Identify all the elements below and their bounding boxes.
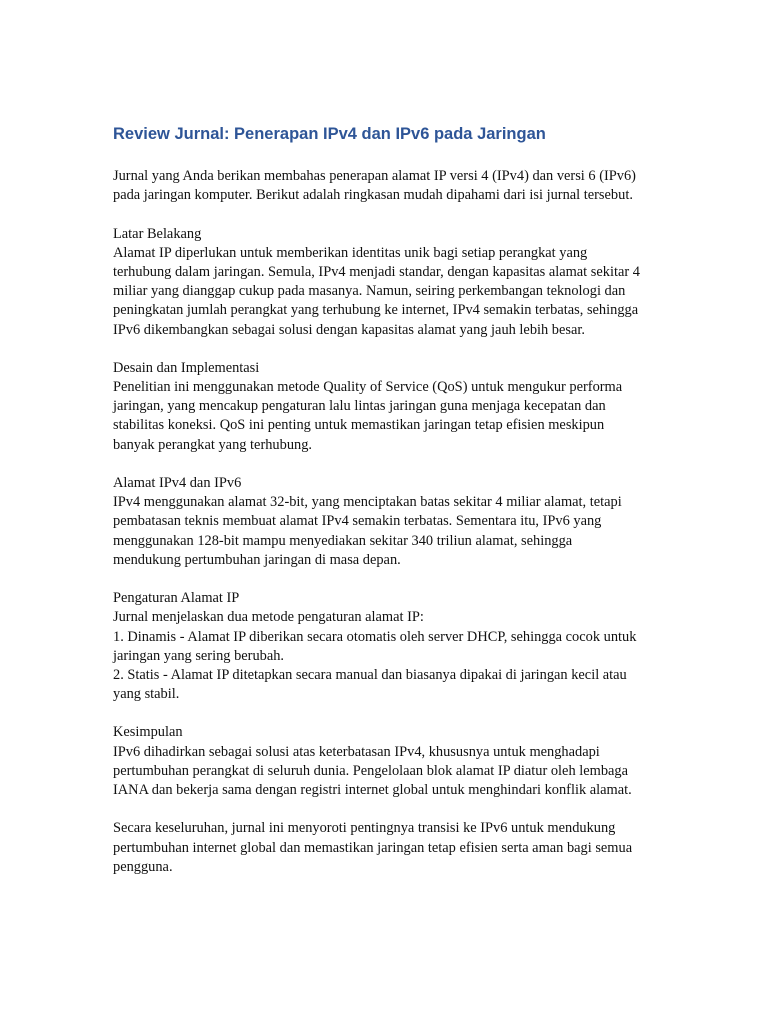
- section-line: Penelitian ini menggunakan metode Quality of Service (QoS) untuk mengukur performa: [113, 379, 623, 396]
- section-line: peningkatan jumlah perangkat yang terhubung ke internet, IPv4 semakin terbatas, sehingga: [113, 302, 639, 319]
- closing-paragraph: [113, 819, 673, 877]
- section-line: jaringan yang sering berubah.: [113, 647, 285, 664]
- closing-line: Secara keseluruhan, jurnal ini menyoroti pentingnya transisi ke IPv6 untuk mendukung: [113, 820, 616, 837]
- section-line: Jurnal menjelaskan dua metode pengaturan alamat IP:: [113, 609, 424, 626]
- section-heading: Alamat IPv4 dan IPv6: [113, 475, 242, 491]
- section-heading: Kesimpulan: [113, 724, 183, 741]
- section-latar-belakang: [113, 225, 673, 340]
- section-heading: Pengaturan Alamat IP: [113, 590, 240, 607]
- section-line: mendukung pertumbuhan jaringan di masa depan.: [113, 551, 401, 568]
- section-line: IPv4 menggunakan alamat 32-bit, yang menciptakan batas sekitar 4 miliar alamat, tetapi: [113, 494, 622, 511]
- section-heading: Latar Belakang: [113, 225, 202, 242]
- document-title: Review Jurnal: Penerapan IPv4 dan IPv6 pada Jaringan: [113, 125, 546, 143]
- section-desain-implementasi: [113, 359, 673, 455]
- section-line: IPv6 dikembangkan sebagai solusi dengan kapasitas alamat yang jauh lebih besar.: [113, 321, 585, 338]
- section-heading: Desain dan Implementasi: [113, 359, 260, 376]
- section-line: pertumbuhan perangkat di seluruh dunia. Pengelolaan blok alamat IP diatur oleh lembaga: [113, 762, 628, 779]
- paragraph-gap: [113, 455, 673, 474]
- closing-line: pengguna.: [113, 858, 173, 875]
- document-body: [113, 167, 673, 877]
- section-line: stabilitas koneksi. QoS ini penting untuk memastikan jaringan tetap efisien meskipun: [113, 417, 605, 434]
- section-line: jaringan, yang mencakup pengaturan lalu lintas jaringan guna menjaga kecepatan dan: [113, 398, 606, 415]
- section-line: yang stabil.: [113, 686, 180, 703]
- intro-paragraph: [113, 167, 673, 205]
- section-line: Alamat IP diperlukan untuk memberikan identitas unik bagi setiap perangkat yang: [113, 244, 588, 261]
- section-line: pembatasan teknis membuat alamat IPv4 semakin terbatas. Sementara itu, IPv6 yang: [113, 513, 602, 530]
- section-line: 2. Statis - Alamat IP ditetapkan secara manual dan biasanya dipakai di jaringan kecil atau: [113, 666, 627, 683]
- section-line: miliar yang dianggap cukup pada masanya. Namun, seiring perkembangan teknologi dan: [113, 283, 626, 300]
- section-line: IANA dan bekerja sama dengan registri internet global untuk menghindari konflik alamat.: [113, 782, 632, 798]
- section-line: menggunakan 128-bit mampu menyediakan sekitar 340 triliun alamat, sehingga: [113, 532, 573, 549]
- section-line: terhubung dalam jaringan. Semula, IPv4 menjadi standar, dengan kapasitas alamat sekitar 4: [113, 263, 640, 280]
- paragraph-gap: [113, 205, 673, 224]
- section-line: IPv6 dihadirkan sebagai solusi atas keterbatasan IPv4, khususnya untuk menghadapi: [113, 743, 600, 760]
- section-line: banyak perangkat yang terhubung.: [113, 436, 313, 453]
- closing-line: pertumbuhan internet global dan memastikan jaringan tetap efisien serta aman bagi semua: [113, 839, 633, 856]
- section-line: 1. Dinamis - Alamat IP diberikan secara otomatis oleh server DHCP, sehingga cocok untuk: [113, 628, 637, 645]
- intro-line: Jurnal yang Anda berikan membahas penerapan alamat IP versi 4 (IPv4) dan versi 6 (IPv6): [113, 168, 636, 184]
- paragraph-gap: [113, 704, 673, 723]
- intro-line: pada jaringan komputer. Berikut adalah ringkasan mudah dipahami dari isi jurnal tersebut.: [113, 187, 633, 204]
- section-kesimpulan: [113, 723, 673, 800]
- section-pengaturan-alamat-ip: [113, 589, 673, 704]
- paragraph-gap: [113, 340, 673, 359]
- section-alamat-ipv4-ipv6: [113, 474, 673, 570]
- paragraph-gap: [113, 800, 673, 819]
- paragraph-gap: [113, 570, 673, 589]
